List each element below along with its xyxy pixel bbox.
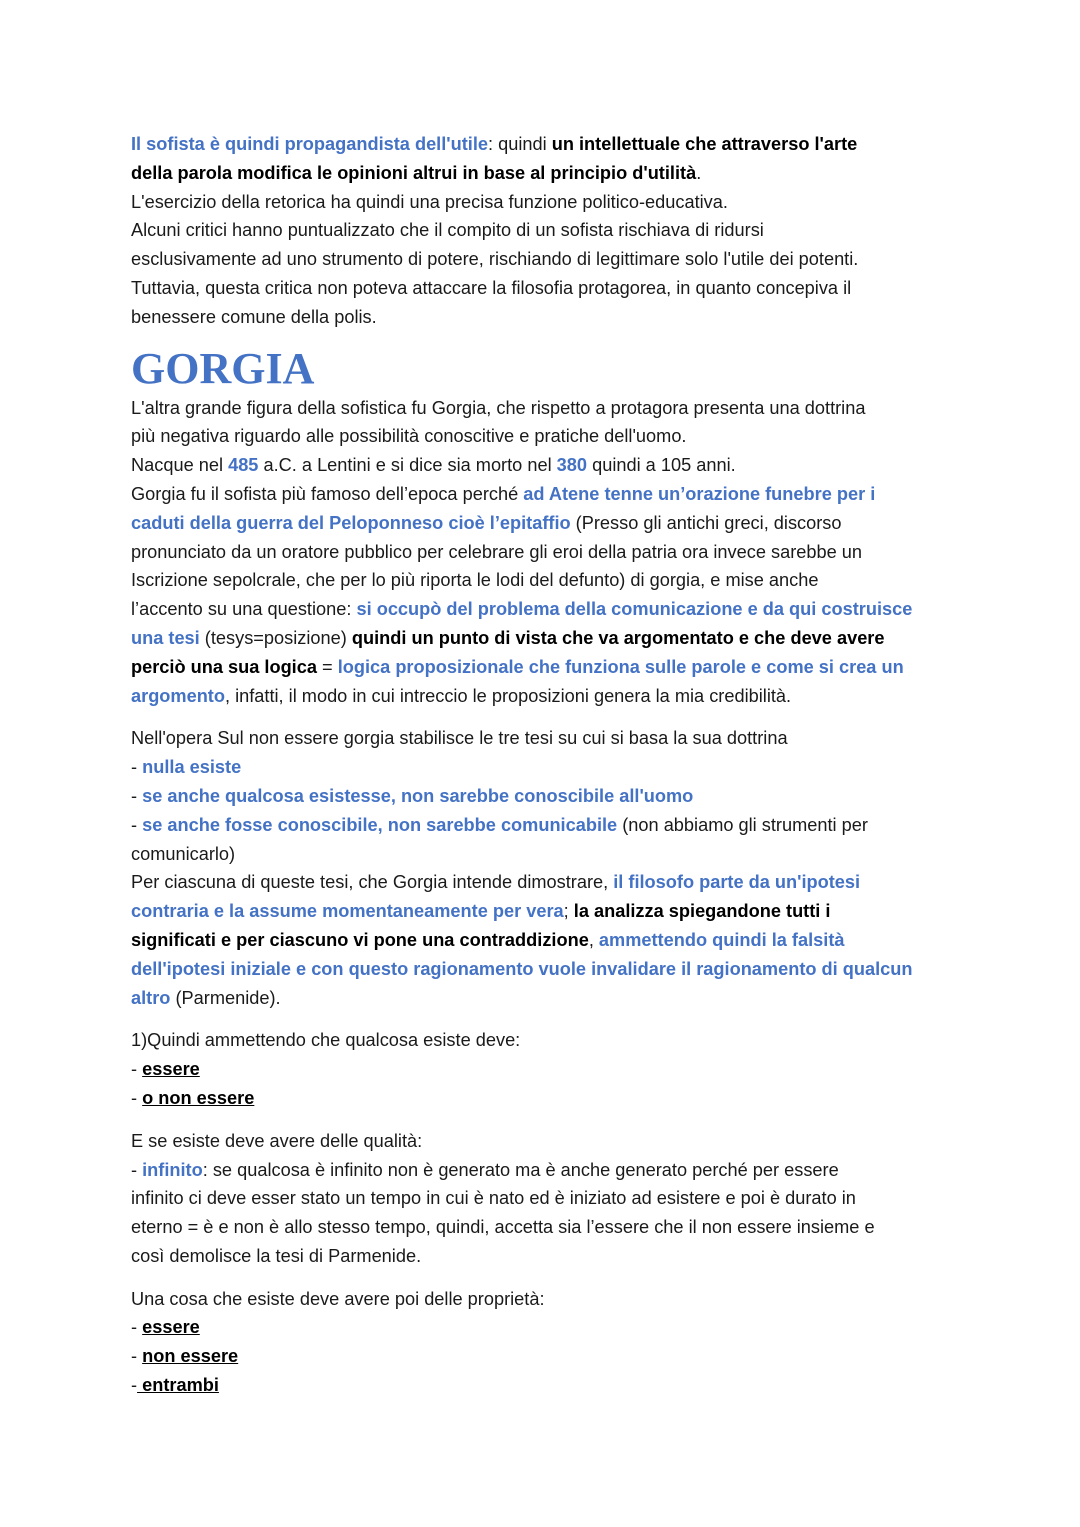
text-line: pronunciato da un oratore pubblico per celebrare gli eroi della patria ora invece sarebbe un (131, 541, 862, 562)
gorgia-paragraph-5 (131, 1285, 971, 1400)
death-year: 380 (556, 455, 588, 476)
text-line (131, 480, 971, 509)
paragraph-spacer (131, 710, 971, 724)
option-text: entrambi (137, 1375, 219, 1396)
plain-text: : se qualcosa è infinito non è generato ma è anche generato perché per essere (202, 1159, 839, 1180)
highlight-text: una tesi (131, 627, 200, 648)
plain-text: Gorgia fu il sofista più famoso dell’epoca perché (131, 483, 524, 504)
bold-text: quindi un punto di vista che va argomentato e che deve avere (351, 627, 885, 648)
text-line (131, 682, 971, 711)
text-line (131, 509, 971, 538)
plain-text: (Presso gli antichi greci, discorso (570, 512, 842, 533)
plain-text: , infatti, il modo in cui intreccio le proposizioni genera la mia credibilità. (224, 685, 792, 706)
text-line: comunicarlo) (131, 843, 236, 864)
bold-text: la analizza spiegandone tutti i (573, 901, 831, 922)
plain-text: a.C. a Lentini e si dice sia morto nel (258, 455, 557, 476)
bold-text: significati e per ciascuno vi pone una contraddizione (131, 929, 589, 950)
thesis-text: se anche qualcosa esistesse, non sarebbe conoscibile all'uomo (142, 785, 694, 806)
text-line: E se esiste deve avere delle qualità: (131, 1130, 423, 1151)
list-dash: - (131, 1375, 138, 1396)
plain-text: = (316, 656, 338, 677)
text-line (131, 897, 971, 926)
option-text: o non essere (142, 1087, 255, 1108)
plain-text: (non abbiamo gli strumenti per (617, 814, 868, 835)
highlight-line: dell'ipotesi iniziale e con questo ragionamento vuole invalidare il ragionamento di qualcun (131, 958, 913, 979)
gorgia-paragraph-4 (131, 1127, 971, 1271)
plain-text: (Parmenide). (170, 987, 281, 1008)
plain-text: Per ciascuna di queste tesi, che Gorgia intende dimostrare, (131, 872, 614, 893)
option-item (131, 1313, 971, 1342)
text-line: così demolisce la tesi di Parmenide. (131, 1245, 422, 1266)
highlight-text: ammettendo quindi la falsità (598, 929, 845, 950)
thesis-item (131, 782, 971, 811)
text-line (131, 653, 971, 682)
text-line (131, 595, 971, 624)
plain-text: ; (563, 901, 574, 922)
gorgia-paragraph-2 (131, 724, 971, 1012)
text-line: 1)Quindi ammettendo che qualcosa esiste deve: (131, 1030, 521, 1051)
thesis-text: se anche fosse conoscibile, non sarebbe comunicabile (142, 814, 618, 835)
option-item (131, 1084, 971, 1113)
paragraph-spacer (131, 1113, 971, 1127)
highlight-text: infinito (142, 1159, 203, 1180)
text-line: L'altra grande figura della sofistica fu Gorgia, che rispetto a protagora presenta una dottrina (131, 397, 866, 418)
text-line: Una cosa che esiste deve avere poi delle proprietà: (131, 1288, 545, 1309)
text-line (131, 624, 971, 653)
plain-text: l’accento su una questione: (131, 599, 357, 620)
list-dash: - (131, 1159, 143, 1180)
highlight-text: argomento (131, 685, 225, 706)
section-heading: GORGIA (131, 343, 315, 393)
plain-text: : quindi (488, 134, 552, 154)
intro-paragraph (131, 130, 971, 332)
option-text: non essere (142, 1346, 239, 1367)
highlight-text: caduti della guerra del Peloponneso cioè l’epitaffio (131, 512, 571, 533)
text-line (131, 926, 971, 955)
text-line: L'esercizio della retorica ha quindi una precisa funzione politico-educativa. (131, 191, 728, 212)
plain-text: Nacque nel (131, 455, 229, 476)
plain-text: (tesys=posizione) (199, 627, 352, 648)
option-item (131, 1342, 971, 1371)
text-line: Tuttavia, questa critica non poteva attaccare la filosofia protagorea, in quanto concepiva il (131, 277, 852, 298)
text-line: più negativa riguardo alle possibilità conoscitive e pratiche dell'uomo. (131, 426, 687, 447)
list-dash: - (131, 1317, 143, 1338)
highlight-text: contraria e la assume momentaneamente per vera (131, 901, 564, 922)
text-line (131, 868, 971, 897)
gorgia-paragraph-3 (131, 1026, 971, 1112)
list-dash: - (131, 757, 143, 778)
text-line (131, 159, 971, 188)
option-text: essere (142, 1059, 200, 1080)
thesis-item (131, 753, 971, 782)
paragraph-spacer (131, 1012, 971, 1026)
thesis-item (131, 811, 971, 840)
option-item (131, 1055, 971, 1084)
birth-year: 485 (228, 455, 259, 476)
list-dash: - (131, 1059, 143, 1080)
text-line: Nell'opera Sul non essere gorgia stabilisce le tre tesi su cui si basa la sua dottrina (131, 728, 788, 749)
list-dash: - (131, 785, 143, 806)
text-line: esclusivamente ad uno strumento di potere, rischiando di legittimare solo l'utile dei potenti. (131, 249, 859, 270)
text-line (131, 451, 971, 480)
highlight-text: altro (131, 987, 171, 1008)
gorgia-paragraph-1 (131, 394, 971, 711)
text-line (131, 984, 971, 1013)
plain-text: quindi a 105 anni. (587, 455, 736, 476)
plain-text: , (588, 929, 599, 950)
text-line: benessere comune della polis. (131, 306, 377, 327)
list-dash: - (131, 814, 143, 835)
text-line: eterno = è e non è allo stesso tempo, quindi, accetta sia l’essere che il non essere insieme e (131, 1217, 875, 1238)
text-line (131, 130, 971, 159)
thesis-text: nulla esiste (142, 757, 242, 778)
option-text: essere (142, 1317, 200, 1338)
text-line: Alcuni critici hanno puntualizzato che il compito di un sofista rischiava di ridursi (131, 220, 764, 241)
list-dash: - (131, 1346, 143, 1367)
list-dash: - (131, 1087, 143, 1108)
highlight-text: logica proposizionale che funziona sulle parole e come si crea un (337, 656, 904, 677)
highlight-text: si occupò del problema della comunicazione e da qui costruisce (356, 599, 913, 620)
plain-text: . (696, 162, 702, 183)
document-page (131, 130, 971, 1400)
bold-text: perciò una sua logica (131, 656, 317, 677)
highlight-text: ad Atene tenne un’orazione funebre per i (523, 483, 876, 504)
bold-text: della parola modifica le opinioni altrui in base al principio d'utilità (131, 162, 697, 183)
text-line: Iscrizione sepolcrale, che per lo più riporta le lodi del defunto) di gorgia, e mise anche (131, 570, 819, 591)
option-item (131, 1371, 971, 1400)
highlight-text: Il sofista è quindi propagandista dell'utile (131, 134, 489, 154)
text-line: infinito ci deve esser stato un tempo in cui è nato ed è iniziato ad esistere e poi è durato in (131, 1188, 856, 1209)
bold-text: un intellettuale che attraverso l'arte (551, 134, 858, 154)
text-line (131, 1156, 971, 1185)
paragraph-spacer (131, 1271, 971, 1285)
highlight-text: il filosofo parte da un'ipotesi (613, 872, 861, 893)
